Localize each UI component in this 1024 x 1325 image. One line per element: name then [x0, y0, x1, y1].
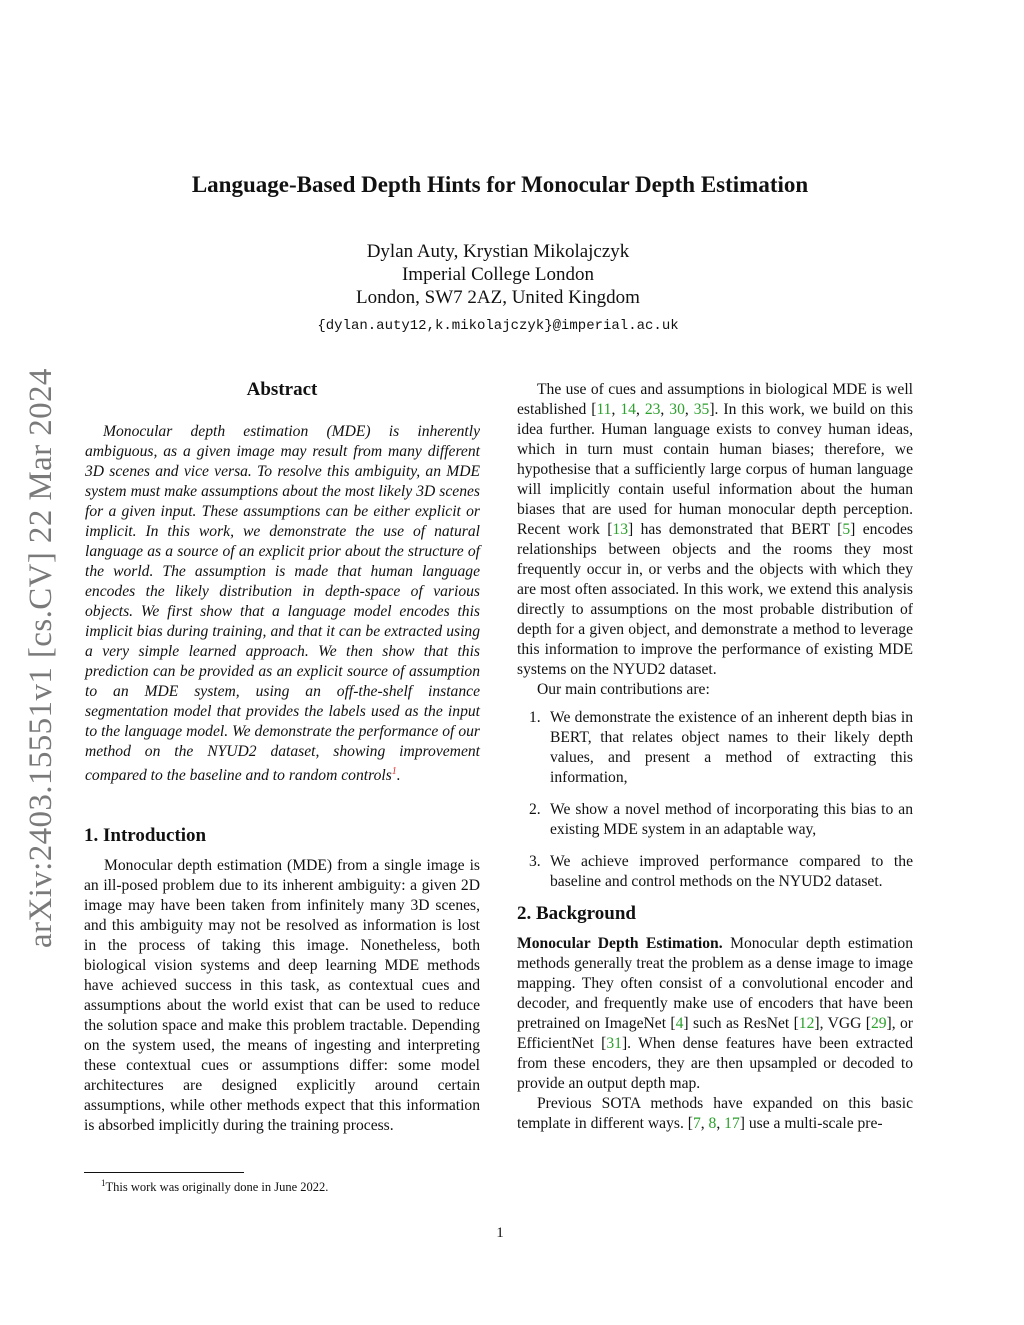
intro-paragraph-1: Monocular depth estimation (MDE) from a single image is an ill-posed problem due to its inherent ambiguity: a given 2D image may have been taken from infinitely many 3D scenes, and this ambiguity may not be resolved as information is lost in the process of taking this image. Nonetheless, both biological vision systems and deep learning MDE methods have achieved success in this task, as contextual cues and assumptions about the world exist that can be used to reduce the solution space and make this problem tractable. Depending on the system used, the means of ingesting and interpreting these contextual cues or assumptions differ: some model architectures are designed explicitly around certain assumptions, while other methods expect that this information is absorbed implicitly during the training process. — [84, 857, 480, 1135]
list-item — [517, 852, 913, 892]
citation-link[interactable]: 23 — [644, 401, 661, 418]
citation-link[interactable]: 17 — [724, 1115, 740, 1132]
bg-p2-text-a: Previous SOTA methods have expanded on this basic template in different ways. [ — [517, 1095, 913, 1132]
list-number: 1. — [529, 709, 541, 726]
paper-title: Language-Based Depth Hints for Monocular Depth Estimation — [191, 172, 809, 197]
author-names: Dylan Auty, Krystian Mikolajczyk — [366, 241, 630, 262]
footnote-divider — [84, 1172, 244, 1173]
bg-p2-text-b: ] use a multi-scale pre- — [739, 1115, 883, 1132]
footnote-number: 1 — [101, 1178, 106, 1188]
citation-link[interactable]: 7 — [692, 1115, 701, 1132]
author-block — [0, 240, 996, 338]
background-paragraph-1 — [517, 934, 913, 1094]
abstract-end: . — [396, 767, 401, 785]
intro-p2-text-a: The use of cues and assumptions in biological MDE is well established [ — [517, 381, 913, 418]
page-number: 1 — [496, 1225, 504, 1241]
bg-text-b: ] such as ResNet [ — [683, 1015, 799, 1032]
citation-link[interactable]: 14 — [620, 401, 636, 418]
list-item — [517, 708, 913, 788]
citation-link[interactable]: 31 — [606, 1035, 622, 1052]
citation-link[interactable]: 35 — [693, 401, 710, 418]
section-heading-background: 2. Background — [517, 903, 636, 924]
section-heading-introduction: 1. Introduction — [84, 825, 207, 847]
footnote-marker[interactable]: 1 — [391, 766, 397, 777]
abstract-text — [84, 422, 480, 786]
address: London, SW7 2AZ, United Kingdom — [356, 287, 640, 308]
abstract-heading: Abstract — [246, 379, 318, 400]
list-number: 2. — [529, 801, 541, 818]
footnote-text: This work was originally done in June 2022. — [105, 1180, 329, 1195]
right-column — [517, 380, 913, 1134]
bg-text-c: ], VGG [ — [814, 1015, 871, 1032]
arxiv-identifier: arXiv:2403.15551v1 [cs.CV] 22 Mar 2024 — [23, 368, 59, 948]
citation-link[interactable]: 29 — [870, 1015, 887, 1032]
contributions-list — [517, 708, 913, 892]
footnote — [101, 1178, 328, 1195]
citation-link[interactable]: 5 — [842, 521, 851, 538]
bg-text-e: ]. When dense features have been extracted from these encoders, they are then upsampled or decoded to provide an output depth map. — [517, 1035, 914, 1092]
bg-text-d: ], or EfficientNet [ — [517, 1015, 913, 1052]
intro-p2-text-b: ]. In this work, we build on this idea further. Human language exists to convey human ideas, which in turn must contain human biases; therefore, we hypothesise that a sufficiently large corpus of human language will implicitly contain useful information about the human biases that are used for human monocular depth perception. Recent work [ — [517, 401, 914, 538]
citation-link[interactable]: 12 — [798, 1015, 815, 1032]
citation-link[interactable]: 13 — [612, 521, 628, 538]
affiliation: Imperial College London — [401, 264, 595, 285]
paragraph-run-in-title: Monocular Depth Estimation. — [517, 935, 723, 952]
intro-paragraph-2: The use of cues and assumptions in biological MDE is well established [11, 14, 23, 30, 35]. In this work, we build on this idea further. Human language exists to convey human ideas, which in turn must contain human biases; therefore, we hypothesise that a sufficiently large corpus of human language will implicitly contain useful information about the human biases that are used for human monocular depth perception. Recent work [13] has demonstrated that BERT [5] encodes relationships between objects and the rooms they most frequently occur in, or verbs and the objects with which they are most often associated. In this work, we extend this analysis directly to assumptions on the most probable distribution of depth for a given object, and demonstrate a method to leverage this information to improve the performance of existing MDE systems on the NYUD2 dataset. — [517, 381, 914, 678]
list-item-text: We achieve improved performance compared to the baseline and control methods on the NYUD2 dataset. — [550, 853, 913, 890]
bg-text-a: Monocular depth estimation methods generally treat the problem as a dense image to image mapping. They often consist of a convolutional encoder and decoder, and frequently make use of encoders that have been pretrained on ImageNet [ — [517, 935, 913, 1032]
citation-link[interactable]: 4 — [675, 1015, 684, 1032]
left-column — [84, 380, 480, 1136]
intro-paragraph-3: Our main contributions are: — [537, 681, 710, 698]
intro-p2-text-d: ] encodes relationships between objects and the rooms they most frequently occur in, or verbs and the objects with which they are most often associated. In this work, we extend this analysis directly to assumptions on the most probable distribution of depth for a given object, and demonstrate a method to leverage this information to improve the performance of existing MDE systems on the NYUD2 dataset. — [517, 521, 913, 678]
author-email: {dylan.auty12,k.mikolajczyk}@imperial.ac.uk — [317, 318, 679, 334]
citation-link[interactable]: 8 — [708, 1115, 717, 1132]
intro-p2-text-c: ] has demonstrated that BERT [ — [627, 521, 843, 538]
list-item — [517, 800, 913, 840]
list-item-text: We demonstrate the existence of an inherent depth bias in BERT, that relates object names to their likely depth values, and present a method of extracting this information, — [550, 709, 913, 786]
background-paragraph-2: Previous SOTA methods have expanded on this basic template in different ways. [7, 8, 17] use a multi-scale pre- — [517, 1095, 913, 1132]
list-number: 3. — [529, 853, 541, 870]
list-item-text: We show a novel method of incorporating this bias to an existing MDE system in an adaptable way, — [550, 801, 913, 838]
abstract-body: Monocular depth estimation (MDE) is inherently ambiguous, as a given image may result from many different 3D scenes and vice versa. To resolve this ambiguity, an MDE system must make assumptions about the most likely 3D scenes for a given input. These assumptions can be either explicit or implicit. In this work, we demonstrate the use of natural language as a source of an explicit prior about the structure of the world. The assumption is made that human language encodes the likely distribution in depth-space of various objects. We first show that a language model encodes this implicit bias during training, and that it can be extracted using a very simple learned approach. We then show that this prediction can be provided as an explicit source of assumption to an MDE system, using an off-the-shelf instance segmentation model that provides the labels used as the input to the language model. We demonstrate the performance of our method on the NYUD2 dataset, showing improvement compared to the baseline and to random controls — [85, 423, 480, 785]
citation-link[interactable]: 11 — [596, 401, 612, 418]
citation-link[interactable]: 30 — [669, 401, 685, 418]
